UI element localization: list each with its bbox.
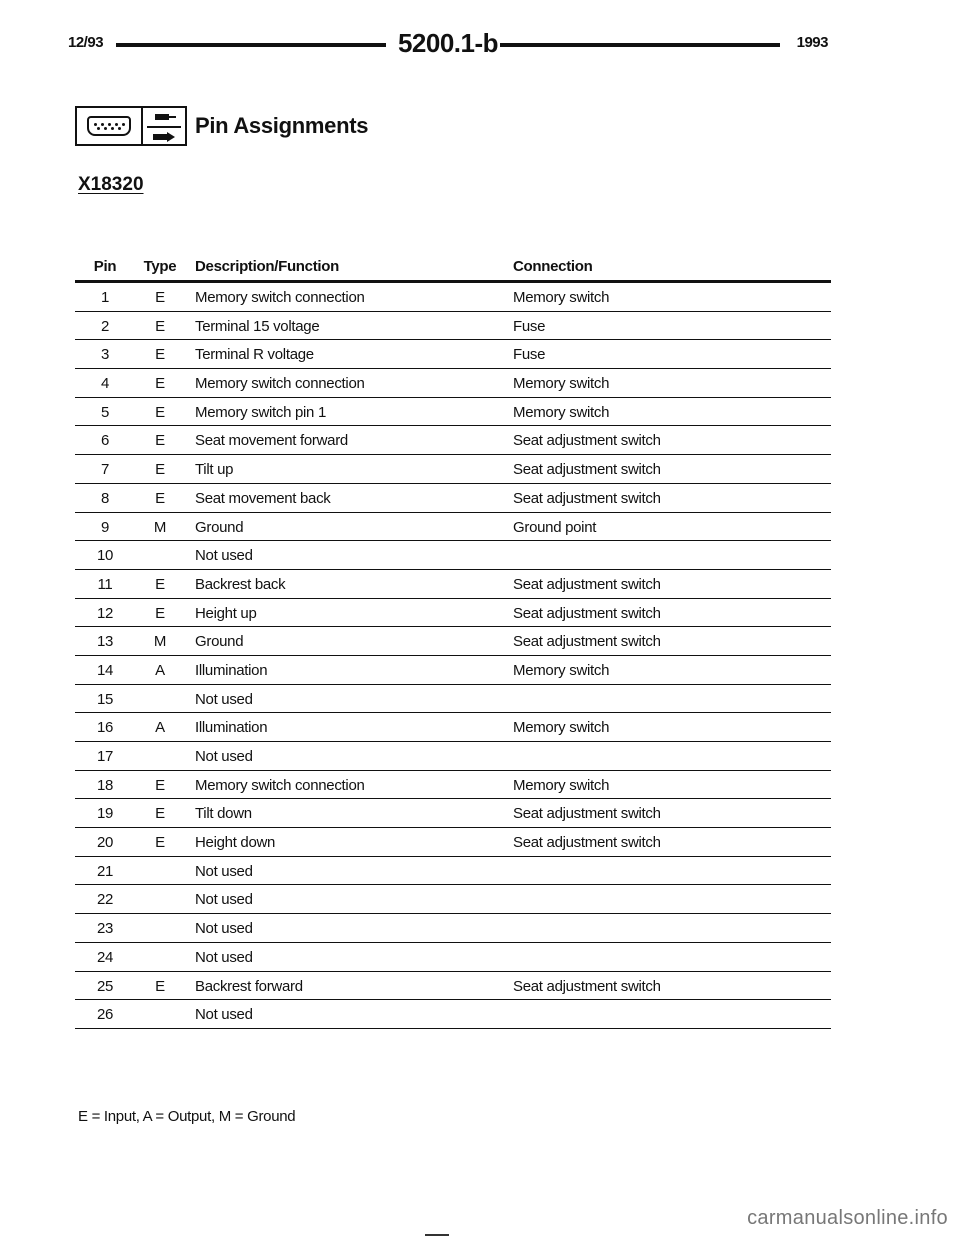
connection-cell: Seat adjustment switch	[513, 461, 661, 479]
description-cell: Height down	[195, 834, 276, 852]
pin-cell: 20	[96, 834, 114, 852]
type-cell: E	[155, 604, 165, 622]
pin-table	[75, 252, 831, 1029]
type-cell: M	[153, 518, 167, 536]
description-cell: Memory switch connection	[195, 776, 365, 794]
description-cell: Backrest back	[195, 575, 286, 593]
description-cell: Illumination	[195, 661, 268, 679]
header-date: 12/93	[68, 34, 104, 51]
description-cell: Not used	[195, 862, 253, 880]
type-cell: E	[155, 346, 165, 364]
pin-cell: 10	[96, 547, 114, 565]
table-row	[75, 742, 831, 771]
description-cell: Tilt up	[195, 461, 234, 479]
table-body	[75, 283, 831, 1029]
header-rule-left	[116, 43, 386, 47]
type-cell: E	[155, 977, 165, 995]
table-row	[75, 455, 831, 484]
description-cell: Memory switch connection	[195, 289, 365, 306]
description-cell: Not used	[195, 891, 253, 909]
type-cell: M	[153, 633, 167, 651]
table-row	[75, 599, 831, 628]
type-cell: E	[155, 375, 165, 393]
pin-cell: 13	[96, 633, 114, 651]
connection-cell: Fuse	[513, 317, 546, 335]
signal-direction-icon	[143, 106, 187, 146]
table-row	[75, 541, 831, 570]
table-row	[75, 570, 831, 599]
connection-cell: Ground point	[513, 518, 597, 536]
description-cell: Backrest forward	[195, 977, 303, 995]
table-row	[75, 369, 831, 398]
pin-cell: 12	[96, 604, 114, 622]
connector-icon	[75, 106, 143, 146]
description-cell: Not used	[195, 920, 253, 938]
description-cell: Not used	[195, 547, 253, 565]
pin-cell: 4	[100, 375, 110, 393]
table-row	[75, 857, 831, 886]
connection-cell: Seat adjustment switch	[513, 575, 661, 593]
pin-cell: 15	[96, 690, 114, 708]
connection-cell: Seat adjustment switch	[513, 834, 661, 852]
pin-cell: 7	[100, 461, 110, 479]
connection-cell: Seat adjustment switch	[513, 604, 661, 622]
description-cell: Not used	[195, 690, 253, 708]
col-header-description: Description/Function	[195, 258, 340, 275]
connection-cell: Memory switch	[513, 661, 610, 679]
title-row	[75, 104, 368, 148]
description-cell: Terminal R voltage	[195, 346, 314, 364]
connection-cell: Seat adjustment switch	[513, 805, 661, 823]
pin-cell: 23	[96, 920, 114, 938]
description-cell: Illumination	[195, 719, 268, 737]
description-cell: Ground	[195, 518, 244, 536]
connection-cell: Memory switch	[513, 776, 610, 794]
description-cell: Not used	[195, 748, 253, 765]
page-title: Pin Assignments	[195, 113, 369, 138]
table-header	[75, 252, 831, 283]
table-row	[75, 513, 831, 542]
description-cell: Not used	[195, 1006, 253, 1024]
table-row	[75, 283, 831, 312]
type-cell: E	[155, 403, 165, 421]
description-cell: Tilt down	[195, 805, 252, 823]
description-cell: Memory switch pin 1	[195, 403, 327, 421]
table-row	[75, 972, 831, 1001]
connection-cell: Seat adjustment switch	[513, 633, 661, 651]
pin-cell: 16	[96, 719, 114, 737]
pin-cell: 21	[96, 862, 114, 880]
table-row	[75, 1000, 831, 1029]
footer-mark	[425, 1234, 449, 1236]
table-row	[75, 885, 831, 914]
type-legend: E = Input, A = Output, M = Ground	[78, 1108, 296, 1125]
pin-cell: 26	[96, 1006, 114, 1024]
connection-cell: Memory switch	[513, 375, 610, 393]
pin-cell: 9	[100, 518, 110, 536]
table-row	[75, 771, 831, 800]
description-cell: Not used	[195, 948, 253, 966]
pin-cell: 11	[97, 575, 113, 593]
pin-cell: 22	[96, 891, 114, 909]
description-cell: Terminal 15 voltage	[195, 317, 320, 335]
type-cell: E	[155, 461, 165, 479]
connection-cell: Memory switch	[513, 403, 610, 421]
pin-cell: 1	[100, 289, 110, 306]
pin-cell: 25	[96, 977, 114, 995]
table-row	[75, 340, 831, 369]
table-row	[75, 656, 831, 685]
table-row	[75, 426, 831, 455]
pin-cell: 5	[100, 403, 110, 421]
table-row	[75, 713, 831, 742]
type-cell: A	[155, 661, 165, 679]
pin-cell: 3	[100, 346, 110, 364]
table-row	[75, 484, 831, 513]
connection-cell: Fuse	[513, 346, 546, 364]
type-cell: E	[155, 289, 165, 306]
description-cell: Seat movement forward	[195, 432, 348, 450]
connection-cell: Memory switch	[513, 719, 610, 737]
description-cell: Memory switch connection	[195, 375, 365, 393]
type-cell: E	[155, 489, 165, 507]
table-row	[75, 943, 831, 972]
description-cell: Seat movement back	[195, 489, 331, 507]
pin-cell: 24	[96, 948, 114, 966]
header-rule-right	[500, 43, 780, 47]
table-row	[75, 685, 831, 714]
description-cell: Height up	[195, 604, 257, 622]
pin-cell: 17	[96, 748, 114, 765]
table-row	[75, 828, 831, 857]
col-header-pin: Pin	[93, 258, 117, 275]
connection-cell: Memory switch	[513, 289, 610, 306]
pin-cell: 2	[100, 317, 110, 335]
pin-cell: 19	[96, 805, 114, 823]
type-cell: A	[155, 719, 165, 737]
page-header	[68, 30, 828, 60]
table-row	[75, 312, 831, 341]
description-cell: Ground	[195, 633, 244, 651]
table-row	[75, 398, 831, 427]
table-row	[75, 914, 831, 943]
connector-id: X18320	[78, 174, 144, 195]
type-cell: E	[155, 317, 165, 335]
type-cell: E	[155, 776, 165, 794]
connection-cell: Seat adjustment switch	[513, 432, 661, 450]
type-cell: E	[155, 834, 165, 852]
table-row	[75, 799, 831, 828]
connection-cell: Seat adjustment switch	[513, 977, 661, 995]
pin-cell: 8	[100, 489, 110, 507]
connection-cell: Seat adjustment switch	[513, 489, 661, 507]
type-cell: E	[155, 575, 165, 593]
col-header-connection: Connection	[513, 258, 593, 275]
table-row	[75, 627, 831, 656]
pin-cell: 14	[96, 661, 114, 679]
watermark: carmanualsonline.info	[747, 1207, 948, 1229]
header-section-number: 5200.1-b	[392, 28, 504, 59]
type-cell: E	[155, 432, 165, 450]
header-year: 1993	[796, 34, 828, 51]
pin-cell: 18	[96, 776, 114, 794]
col-header-type: Type	[143, 258, 177, 275]
pin-cell: 6	[100, 432, 110, 450]
type-cell: E	[155, 805, 165, 823]
